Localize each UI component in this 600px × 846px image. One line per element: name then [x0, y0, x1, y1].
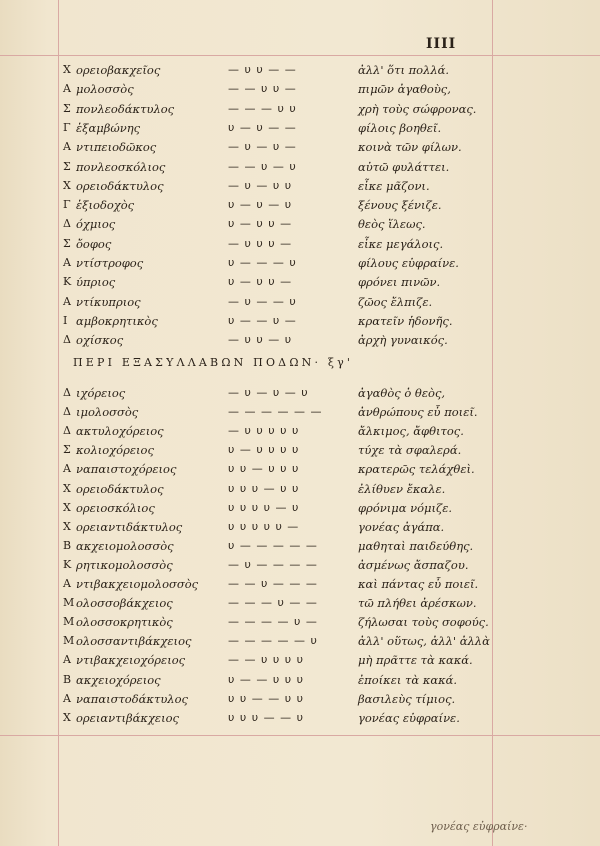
foot-example: ἀλλ' οὕτως, ἀλλ' ἀλλὰ: [358, 634, 490, 649]
foot-name: ντιπειοδῶκος: [76, 140, 157, 155]
foot-initial: Ι: [63, 313, 68, 327]
foot-meter: — — — — — —: [228, 405, 323, 419]
foot-name: ακχειομολοσσὸς: [76, 538, 174, 553]
foot-meter: — υ υ υ —: [228, 236, 293, 250]
foot-meter: — — υ υ υ υ: [228, 653, 304, 667]
foot-initial: Κ: [63, 275, 72, 289]
foot-meter: — — — υ — —: [228, 596, 318, 610]
foot-example: φρόνιμα νόμιζε.: [358, 500, 453, 515]
foot-meter: υ — υ υ υ υ: [228, 443, 300, 457]
foot-name: ακτυλοχόρειος: [76, 424, 164, 439]
foot-initial: Α: [63, 256, 71, 269]
foot-example: φίλοις βοηθεῖ.: [358, 120, 442, 135]
foot-name: πονλεοσκόλιος: [76, 159, 166, 174]
foot-initial: Δ: [63, 424, 71, 438]
foot-name: ὄοφος: [76, 236, 112, 251]
section-heading: ΠΕΡΙ ΕΞΑΣΥΛΛΑΒΩΝ ΠΟΔΩΝ· ξγ': [73, 356, 354, 369]
foot-name: ιμολοσσὸς: [76, 405, 139, 420]
foot-initial: Σ: [63, 236, 71, 250]
foot-meter: — υ — υ — υ: [228, 386, 309, 399]
foot-example: εἶκε μᾶζονι.: [358, 178, 430, 193]
foot-example: πιμῶν ἀγαθοὺς,: [358, 82, 451, 97]
foot-example: φίλους εὐφραίνε.: [358, 256, 459, 270]
foot-name: ἑξιοδοχὸς: [76, 198, 135, 213]
catchword: γονέας εὐφραίνε·: [430, 820, 528, 833]
foot-name: ολοσσαντιβάκχειος: [76, 634, 192, 649]
foot-initial: Α: [63, 462, 71, 476]
foot-meter: — υ υ — υ: [228, 333, 293, 347]
foot-name: μολοσσὸς: [76, 82, 134, 97]
foot-name: ορειαντιβάκχειος: [76, 710, 179, 725]
foot-initial: Α: [63, 140, 71, 154]
foot-meter: — υ υ υ υ υ: [228, 424, 300, 438]
foot-example: φρόνει πινῶν.: [358, 275, 441, 290]
foot-initial: Σ: [63, 101, 71, 115]
foot-meter: — υ υ — —: [228, 63, 297, 76]
foot-example: ἀρχὴ γυναικός.: [358, 333, 448, 348]
foot-meter: υ υ υ — — υ: [228, 710, 304, 724]
foot-example: ἀγαθὸς ὁ θεὸς,: [358, 386, 446, 400]
foot-initial: Β: [63, 672, 72, 686]
foot-name: οχίσκος: [76, 333, 124, 348]
foot-meter: — υ — υ υ: [228, 178, 293, 192]
foot-name: ύπριος: [76, 275, 116, 290]
foot-example: γονέας ἀγάπα.: [358, 519, 445, 534]
foot-meter: — — — — υ —: [228, 615, 318, 629]
foot-example: κρατερῶς τελάχθεὶ.: [358, 462, 475, 477]
foot-initial: Χ: [63, 178, 71, 192]
foot-initial: Δ: [63, 333, 71, 347]
foot-name: όχμιος: [76, 217, 116, 232]
foot-initial: Δ: [63, 217, 71, 231]
foot-initial: Μ: [63, 615, 75, 629]
foot-name: πονλεοδάκτυλος: [76, 101, 175, 116]
foot-name: ρητικομολοσσὸς: [76, 557, 173, 572]
foot-initial: Δ: [63, 405, 71, 419]
foot-meter: — υ — — — —: [228, 557, 318, 571]
foot-example: τύχε τὰ σφαλερά.: [358, 443, 462, 458]
foot-initial: Α: [63, 691, 71, 705]
foot-meter: υ — — — υ: [228, 256, 297, 269]
foot-example: ἀνθρώπους εὖ ποιεῖ.: [358, 405, 478, 420]
foot-name: ναπαιστοχόρειος: [76, 462, 177, 477]
foot-meter: — — — — — υ: [228, 634, 318, 648]
foot-initial: Χ: [63, 63, 71, 76]
margin-rule-bottom: [0, 735, 600, 736]
foot-initial: Γ: [63, 198, 71, 212]
foot-meter: υ υ υ υ υ —: [228, 519, 300, 533]
foot-meter: υ — — υ —: [228, 313, 297, 327]
foot-meter: υ υ — — υ υ: [228, 691, 304, 705]
foot-meter: υ — υ υ —: [228, 217, 293, 231]
foot-initial: Β: [63, 538, 72, 552]
foot-meter: υ — υ υ —: [228, 275, 293, 289]
folio-number: IIII: [426, 36, 457, 52]
foot-name: κολιοχόρειος: [76, 443, 154, 458]
foot-meter: — — υ — — —: [228, 577, 318, 590]
foot-example: αὐτῶ φυλάττει.: [358, 159, 450, 174]
foot-name: ιχόρειος: [76, 386, 126, 400]
foot-initial: Α: [63, 577, 71, 590]
foot-example: ἐλίθυεν ἔκαλε.: [358, 481, 446, 496]
foot-example: ἐποίκει τὰ κακά.: [358, 672, 458, 687]
foot-meter: υ υ υ υ — υ: [228, 500, 300, 514]
foot-initial: Χ: [63, 519, 71, 533]
foot-initial: Χ: [63, 500, 71, 514]
foot-name: ντίκυπριος: [76, 294, 141, 309]
foot-example: μαθηταὶ παιδεύθης.: [358, 538, 474, 553]
foot-name: ορειαντιδάκτυλος: [76, 519, 183, 534]
foot-initial: Δ: [63, 386, 71, 399]
foot-meter: υ υ — υ υ υ: [228, 462, 300, 476]
foot-meter: — — — υ υ: [228, 101, 297, 115]
foot-example: χρὴ τοὺς σώφρονας.: [358, 101, 477, 116]
foot-example: ζήλωσαι τοὺς σοφούς.: [358, 615, 489, 630]
foot-name: ακχειοχόρειος: [76, 672, 161, 687]
foot-example: ἄλκιμος, ἄφθιτος.: [358, 424, 464, 439]
foot-example: βασιλεὺς τίμιος.: [358, 691, 456, 706]
foot-example: θεὸς ἵλεως.: [358, 217, 426, 232]
foot-initial: Σ: [63, 159, 71, 173]
foot-example: ἀσμένως ἄσπαζου.: [358, 557, 469, 572]
foot-initial: Α: [63, 294, 71, 308]
foot-name: ορειοσκόλιος: [76, 500, 155, 515]
foot-example: ἀλλ' ὅτι πολλά.: [358, 63, 450, 77]
foot-example: κρατεῖν ἡδονῆς.: [358, 313, 453, 328]
foot-meter: υ — — υ υ υ: [228, 672, 304, 686]
foot-name: ορειοβακχεῖος: [76, 63, 161, 77]
foot-example: ζῶος ἔλπιζε.: [358, 294, 433, 309]
foot-example: μὴ πρᾶττε τὰ κακά.: [358, 653, 473, 668]
foot-meter: υ υ υ — υ υ: [228, 481, 300, 495]
foot-example: καὶ πάντας εὖ ποιεῖ.: [358, 577, 479, 591]
foot-row: [0, 330, 600, 352]
foot-example: τῶ πλήθει ἀρέσκων.: [358, 596, 477, 611]
foot-meter: υ — υ — —: [228, 120, 297, 134]
foot-meter: — υ — — υ: [228, 294, 297, 308]
foot-meter: υ — υ — υ: [228, 198, 293, 212]
foot-meter: υ — — — — —: [228, 538, 318, 552]
foot-initial: Σ: [63, 443, 71, 457]
foot-initial: Μ: [63, 634, 75, 648]
foot-initial: Μ: [63, 596, 75, 610]
foot-example: κοινὰ τῶν φίλων.: [358, 140, 462, 155]
foot-name: ντιβακχειοχόρειος: [76, 653, 186, 668]
foot-name: ναπαιστοδάκτυλος: [76, 691, 188, 706]
foot-name: ορειοδάκτυλος: [76, 481, 164, 496]
foot-name: ντιβακχειομολοσσὸς: [76, 577, 199, 591]
foot-initial: Α: [63, 82, 71, 96]
foot-name: ολοσσοκρητικὸς: [76, 615, 173, 630]
foot-meter: — — υ — υ: [228, 159, 297, 173]
foot-initial: Κ: [63, 557, 72, 571]
foot-meter: — — υ υ —: [228, 82, 297, 96]
foot-name: ντίστροφος: [76, 256, 144, 270]
foot-meter: — υ — υ —: [228, 140, 297, 154]
foot-example: ξένους ξένιζε.: [358, 198, 442, 213]
margin-rule-top: [0, 55, 600, 56]
foot-name: ορειοδάκτυλος: [76, 178, 164, 193]
foot-example: γονέας εὐφραίνε.: [358, 710, 460, 725]
foot-initial: Χ: [63, 710, 71, 724]
foot-name: αμβοκρητικὸς: [76, 313, 158, 328]
foot-initial: Α: [63, 653, 71, 667]
foot-initial: Γ: [63, 120, 71, 134]
foot-initial: Χ: [63, 481, 71, 495]
foot-row: [0, 708, 600, 730]
foot-name: ολοσσοβάκχειος: [76, 596, 173, 611]
foot-name: ἑξαμβώνης: [76, 120, 141, 135]
foot-example: εἶκε μεγάλοις.: [358, 236, 444, 251]
